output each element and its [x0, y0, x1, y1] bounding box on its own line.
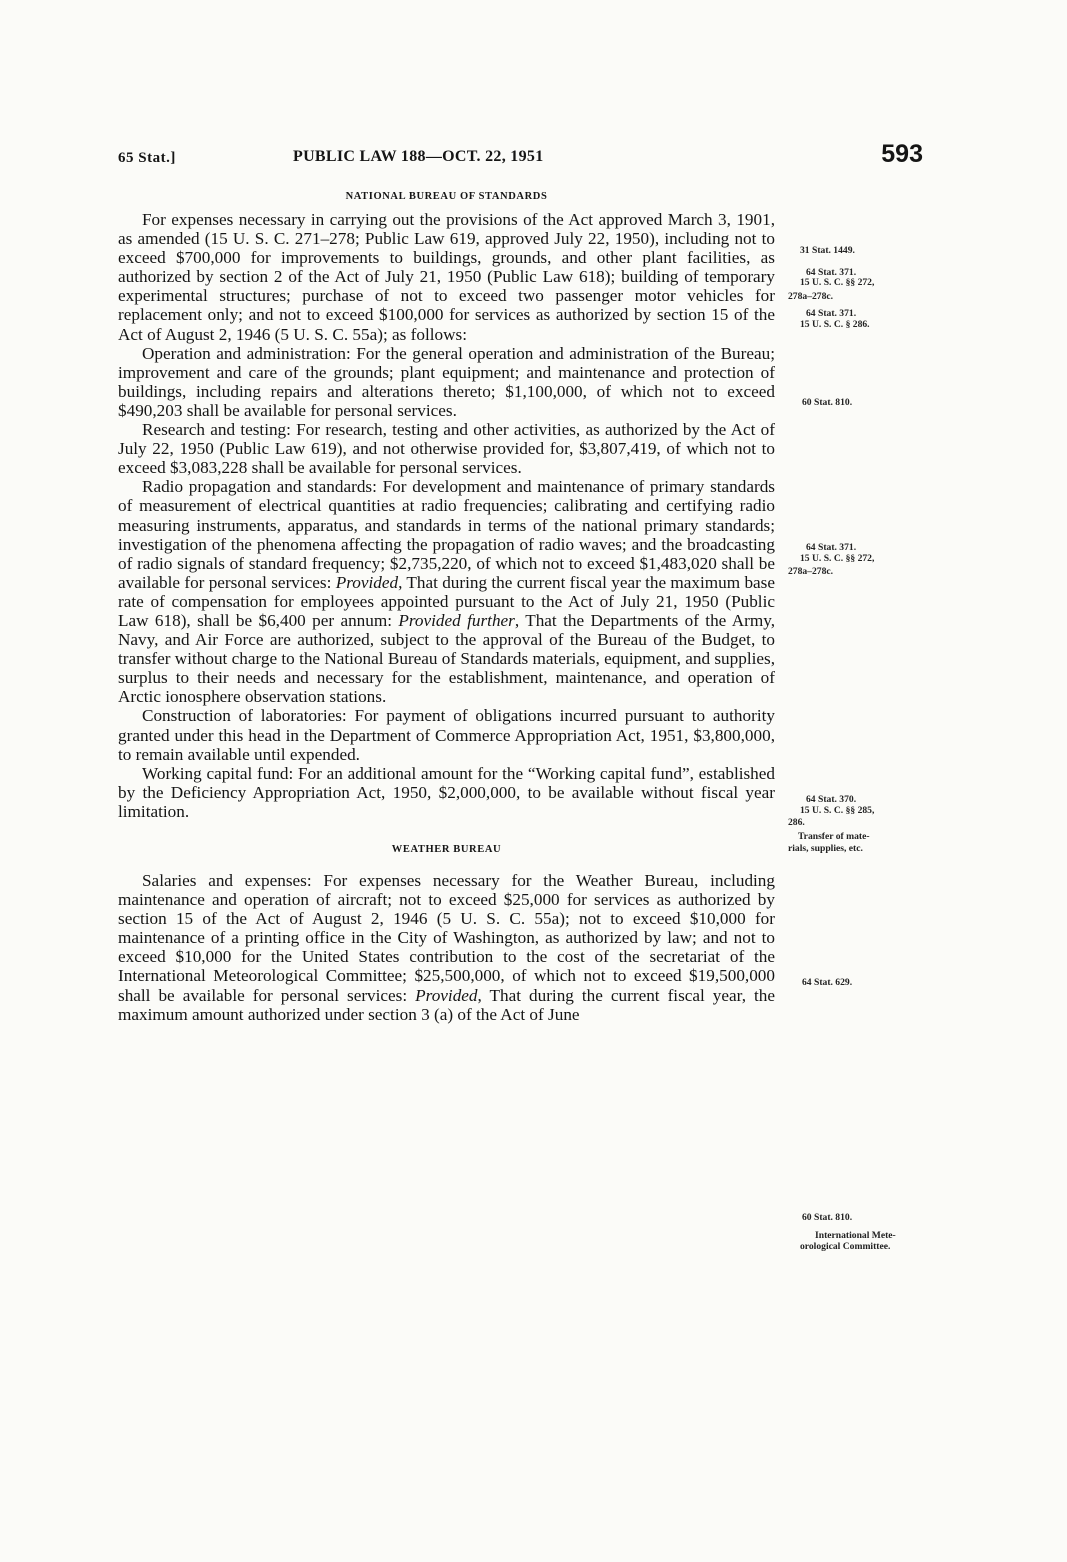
margin-note: 64 Stat. 371. — [806, 267, 857, 278]
radio-text-part-2: , That during the current fiscal year the maximum base rate of compensation for employees appointed pursuant to the Act of July 21, 1950 (Public Law 618), shall be $6,400 per annum: — [118, 572, 775, 630]
page-title: PUBLIC LAW 188—OCT. 22, 1951 — [293, 148, 544, 165]
margin-note: 64 Stat. 629. — [802, 977, 853, 988]
paragraph-salaries-expenses — [118, 871, 775, 1024]
margin-note: 278a–278c. — [788, 566, 834, 577]
margin-note: 64 Stat. 370. — [806, 794, 857, 805]
margin-note: rials, supplies, etc. — [788, 843, 863, 854]
paragraph-construction-laboratories: Construction of laboratories: For payment of obligations incurred pursuant to authority granted under this head in the Department of Commerce Appropriation Act, 1951, $3,800,000, to remain available until expended. — [118, 706, 775, 764]
page-number: 593 — [881, 140, 923, 168]
volume-citation: 65 Stat.] — [118, 150, 176, 166]
margin-note: 60 Stat. 810. — [802, 397, 853, 408]
salaries-text-part-2: , That during the current fiscal year, the maximum amount authorized under section 3 (a) of the Act of June — [118, 985, 775, 1024]
margin-note: 60 Stat. 810. — [802, 1212, 853, 1223]
margin-note: 286. — [788, 817, 805, 828]
margin-note: 15 U. S. C. §§ 285, — [800, 805, 875, 816]
margin-note: 64 Stat. 371. — [806, 542, 857, 553]
margin-note: International Mete- — [815, 1230, 896, 1241]
paragraph-research-testing: Research and testing: For research, testing and other activities, as authorized by the Act of July 22, 1950 (Public Law 619), and not otherwise provided for, $3,807,419, of which not to exceed $3,083,228 shall be available for personal services. — [118, 420, 775, 478]
radio-text-part-3: , That the Departments of the Army, Navy, and Air Force are authorized, subject to the approval of the Bureau of the Budget, to transfer without charge to the National Bureau of Standards materials, equipment, and supplies, surplus to their needs and necessary for the establishment, maintenance, and operation of Arctic ionosphere observation stations. — [118, 610, 776, 707]
margin-note: 15 U. S. C. §§ 272, — [800, 277, 875, 288]
paragraph-general-expenses: For expenses necessary in carrying out the provisions of the Act approved March 3, 1901, as amended (15 U. S. C. 271–278; Public Law 619, approved July 22, 1950), including not to exceed $700,000 for improvements to buildings, grounds, and other plant facilities, as authorized by section 2 of the Act of July 21, 1950 (Public Law 618); building of temporary experimental structures; purchase of not to exceed two passenger motor vehicles for replacement only; and not to exceed $100,000 for services as authorized by section 15 of the Act of August 2, 1946 (5 U. S. C. 55a); as follows: — [118, 210, 775, 344]
margin-note: 64 Stat. 371. — [806, 308, 857, 319]
paragraph-working-capital: Working capital fund: For an additional amount for the “Working capital fund”, established by the Deficiency Appropriation Act, 1950, $2,000,000, to be available without fiscal year limitation. — [118, 763, 775, 821]
section-heading-weather: WEATHER BUREAU — [391, 844, 502, 855]
provided-further-italic: Provided further — [398, 610, 515, 630]
margin-note: orological Committee. — [800, 1241, 891, 1252]
paragraph-operation-administration: Operation and administration: For the general operation and administration of the Bureau; improvement and care of the grounds; plant equipment; and maintenance and protection of buildings, including repairs and alterations thereto; $1,100,000, of which not to exceed $490,203 shall be available for personal services. — [118, 343, 775, 420]
margin-note: 15 U. S. C. §§ 272, — [800, 553, 875, 564]
margin-note: 15 U. S. C. § 286. — [800, 319, 870, 330]
margin-note: Transfer of mate- — [798, 831, 870, 842]
salaries-text-part-1: Salaries and expenses: For expenses necessary for the Weather Bureau, including maintenance and operation of aircraft; not to exceed $25,000 for services as authorized by section 15 of the Act of August 2, 1946 (5 U. S. C. 55a); not to exceed $10,000 for maintenance of a printing office in the City of Washington, as authorized by law; and not to exceed $10,000 for the United States contribution to the cost of the secretariat of the International Meteorological Committee; $25,500,000, of which not to exceed $19,500,000 shall be available for personal services: — [118, 871, 775, 1005]
margin-note: 31 Stat. 1449. — [800, 245, 855, 256]
provided-italic: Provided — [335, 572, 399, 592]
paragraph-radio-propagation — [118, 477, 775, 706]
provided-italic-weather: Provided — [415, 985, 478, 1005]
margin-note: 278a–278c. — [788, 291, 834, 302]
radio-text-part-1: Radio propagation and standards: For development and maintenance of primary standards of measurement of electrical quantities at radio frequencies; calibrating and certifying radio measuring instruments, apparatus, and standards in terms of the national primary standards; investigation of the phenomena affecting the propagation of radio waves; and the broadcasting of radio signals of standard frequency; $2,735,220, of which not to exceed $1,483,020 shall be available for personal services: — [118, 477, 775, 592]
page-header — [118, 140, 923, 172]
main-text — [118, 190, 775, 1024]
section-heading-nbs: NATIONAL BUREAU OF STANDARDS — [345, 191, 548, 202]
